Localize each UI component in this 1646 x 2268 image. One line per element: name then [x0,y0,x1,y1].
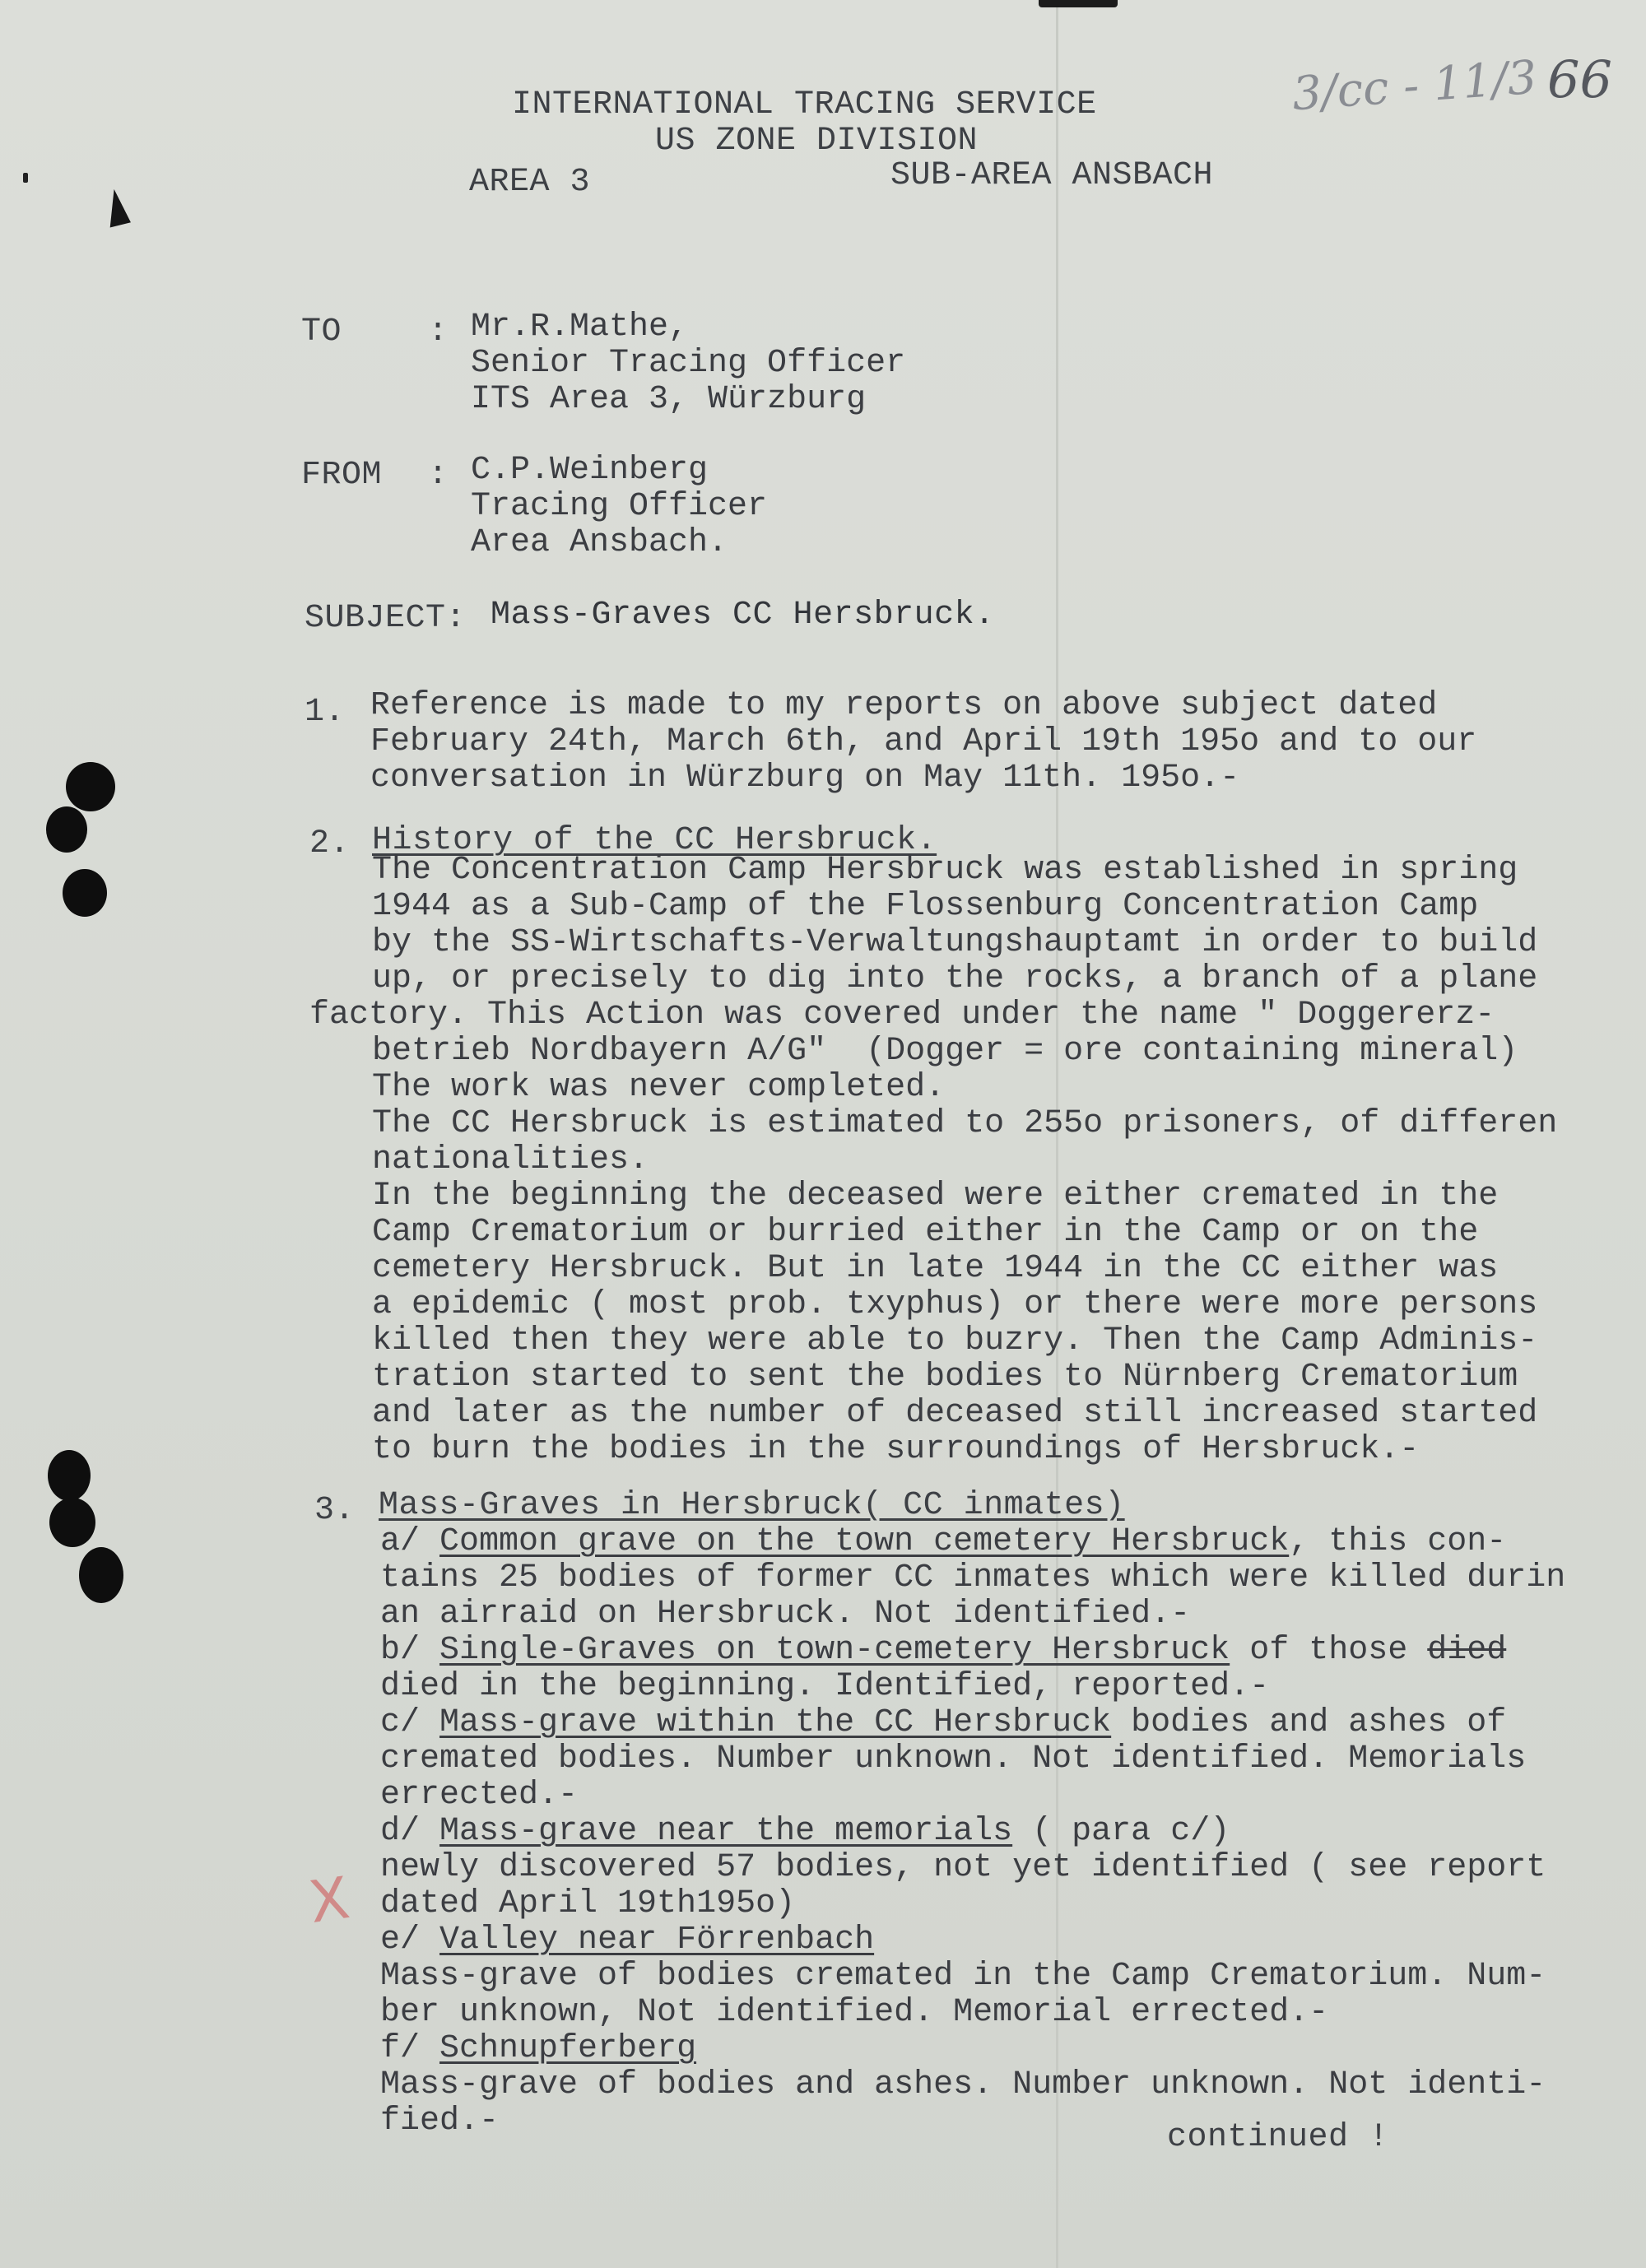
punch-hole [46,806,87,853]
grave-item-a-first-line [380,1524,1565,1560]
binder-tab [1039,0,1118,7]
item-letter: d/ [380,1813,421,1850]
punch-hole [48,1450,91,1501]
grave-item-line: ber unknown, Not identified. Memorial errected.- [380,1994,1329,2031]
item-letter: c/ [380,1704,421,1741]
item-first-rest: of those [1230,1632,1428,1669]
ink-mark [101,188,131,228]
handwritten-page-number: 66 [1547,49,1612,109]
margin-x-mark: X [305,1864,354,1936]
para2-line: nationalities. [372,1141,649,1178]
item-letter: f/ [380,2030,421,2067]
item-letter: b/ [380,1632,421,1669]
from-label: FROM [301,457,383,494]
to-label: TO [301,314,342,351]
header-division: US ZONE DIVISION [655,123,979,160]
item-letter: e/ [380,1922,421,1959]
para2-line: factory. This Action was covered under the name " Doggererz- [309,997,1495,1034]
para1-body [370,688,1476,797]
to-recipient [471,309,905,418]
punch-hole [66,762,115,811]
para1-line: conversation in Würzburg on May 11th. 195o.- [370,760,1240,797]
grave-item-line: Mass-grave of bodies and ashes. Number unknown. Not identi- [380,2066,1546,2103]
grave-item-e-first-line [380,1922,1565,1959]
grave-item-f-first-line [380,2031,1565,2067]
para3-number: 3. [314,1492,356,1529]
para2-line: a epidemic ( most prob. txyphus) or there were more persons [372,1286,1538,1323]
para2-line: The CC Hersbruck is estimated to 255o prisoners, of differen [372,1105,1558,1142]
para2-line: The Concentration Camp Hersbruck was established in spring [372,852,1518,889]
header-org: INTERNATIONAL TRACING SERVICE [512,86,1097,123]
continued-note: continued ! [1167,2119,1389,2156]
from-line: C.P.Weinberg [471,452,709,489]
item-letter: a/ [380,1523,421,1560]
para1-line: February 24th, March 6th, and April 19th 195o and to our [370,723,1477,760]
item-title: Common grave on the town cemetery Hersbruck [439,1523,1290,1560]
item-first-rest: bodies and ashes of [1111,1704,1507,1741]
punch-hole [79,1547,123,1603]
para2-line: Camp Crematorium or burried either in the Camp or on the [372,1214,1479,1251]
para2-line: betrieb Nordbayern A/G" (Dogger = ore containing mineral) [372,1033,1518,1070]
item-first-rest: , this con- [1289,1523,1507,1560]
item-first-rest: ( para c/) [1012,1813,1230,1850]
header-sub-area: SUB-AREA ANSBACH [890,157,1214,194]
grave-item-line: dated April 19th195o) [380,1885,796,1922]
para1-line: Reference is made to my reports on above subject dated [370,687,1438,724]
to-colon: : [428,314,449,351]
to-line: ITS Area 3, Würzburg [471,381,867,418]
from-colon: : [428,457,449,494]
para3-heading: Mass-Graves in Hersbruck( CC inmates) [379,1487,1125,1524]
item-title: Valley near Förrenbach [439,1922,875,1959]
para2-line: up, or precisely to dig into the rocks, a branch of a plane [372,960,1538,997]
grave-item-line: Mass-grave of bodies cremated in the Camp Crematorium. Num- [380,1958,1546,1995]
item-title: Mass-grave within the CC Hersbruck [439,1704,1112,1741]
item-title: Schnupferberg [439,2030,697,2067]
para2-line: to burn the bodies in the surroundings of Hersbruck.- [372,1431,1420,1468]
para2-line: The work was never completed. [372,1069,946,1106]
struck-word: died [1427,1632,1507,1669]
para2-line: killed then they were able to buzry. Then the Camp Adminis- [372,1322,1538,1359]
grave-item-b-first-line [380,1633,1565,1669]
para2-line: by the SS-Wirtschafts-Verwaltungshauptamt in order to build [372,924,1538,961]
punch-hole [49,1498,95,1547]
item-title: Mass-grave near the memorials [439,1813,1013,1850]
grave-item-line: newly discovered 57 bodies, not yet identified ( see report [380,1849,1546,1886]
from-sender [471,453,767,561]
grave-item-line: died in the beginning. Identified, reported.- [380,1668,1270,1705]
grave-item-line: fied.- [380,2103,500,2140]
para2-body [309,852,1558,1468]
grave-item-line: tains 25 bodies of former CC inmates which were killed durin [380,1559,1566,1596]
subject-label: SUBJECT: [305,600,467,637]
para2-line: 1944 as a Sub-Camp of the Flossenburg Concentration Camp [372,888,1479,925]
grave-item-line: errected.- [380,1777,579,1814]
para1-number: 1. [305,694,346,731]
to-line: Senior Tracing Officer [471,345,906,382]
para2-heading: History of the CC Hersbruck. [372,822,937,859]
grave-item-line: cremated bodies. Number unknown. Not identified. Memorials [380,1741,1527,1778]
ink-speck [23,173,28,183]
grave-item-c-first-line [380,1705,1565,1741]
from-line: Tracing Officer [471,488,768,525]
para3-items [380,1524,1565,2140]
from-line: Area Ansbach. [471,524,728,561]
subject-value: Mass-Graves CC Hersbruck. [491,597,995,634]
para2-line: In the beginning the deceased were either cremated in the [372,1178,1499,1215]
para2-number: 2. [309,825,351,862]
handwritten-reference: 3/cc - 11/3 [1290,50,1539,122]
grave-item-d-first-line [380,1814,1565,1850]
to-line: Mr.R.Mathe, [471,309,689,346]
para2-line: cemetery Hersbruck. But in late 1944 in the CC either was [372,1250,1499,1287]
grave-item-line: an airraid on Hersbruck. Not identified.- [380,1596,1191,1633]
para2-line: tration started to sent the bodies to Nürnberg Crematorium [372,1359,1518,1396]
header-area: AREA 3 [469,164,591,201]
para2-line: and later as the number of deceased still increased started [372,1395,1538,1432]
punch-hole [63,869,107,917]
item-title: Single-Graves on town-cemetery Hersbruck [439,1632,1230,1669]
